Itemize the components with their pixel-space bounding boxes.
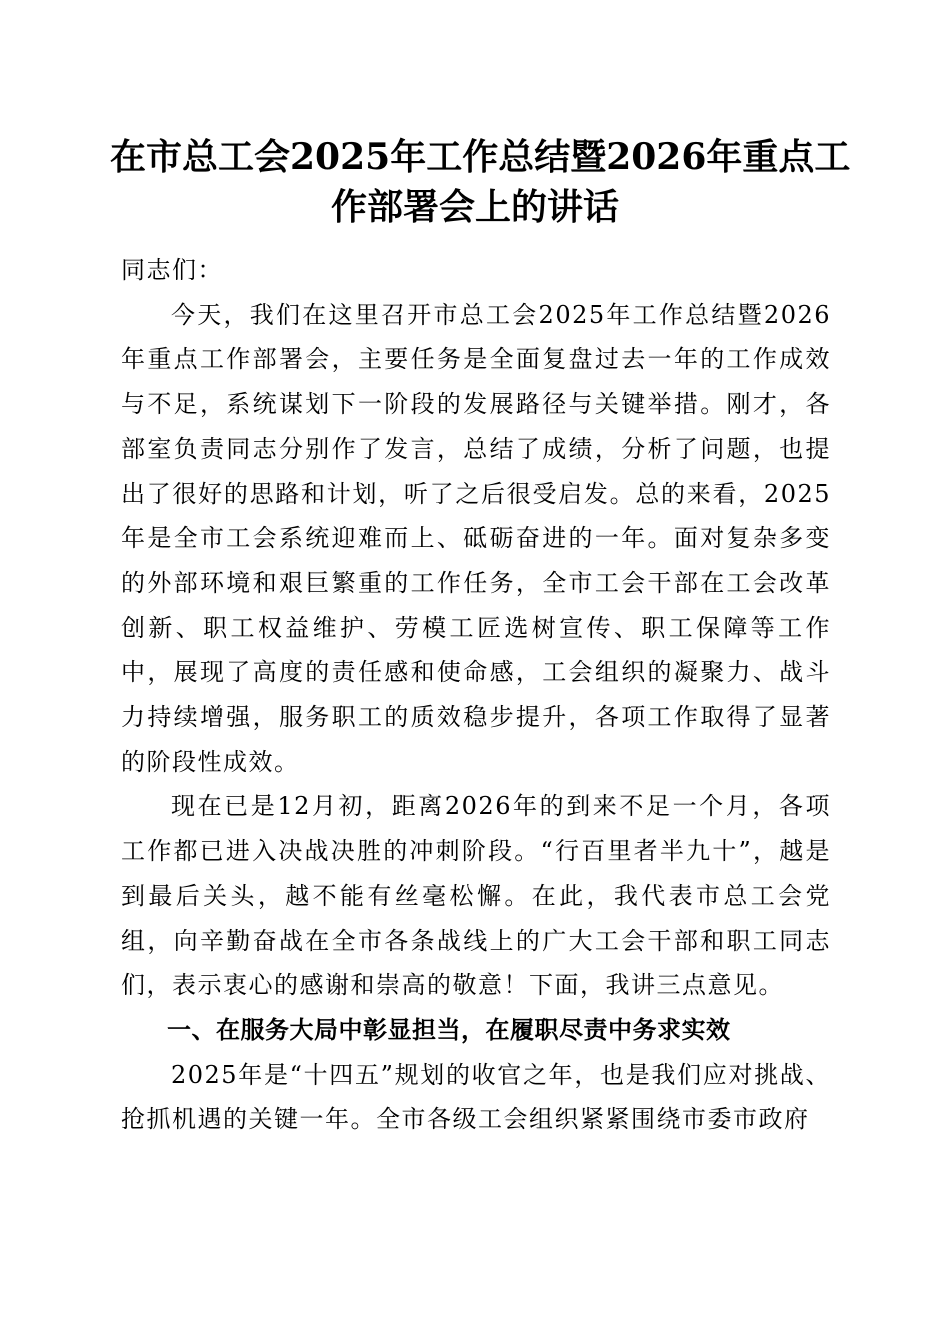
salutation: 同志们： — [121, 256, 223, 284]
paragraph-opening: 今天，我们在这里召开市总工会2025年工作总结暨2026年重点工作部署会，主要任务是全面复盘过去一年的工作成效与不足，系统谋划下一阶段的发展路径与关键举措。刚才，各部室负责同志分别作了发言，总结了成绩，分析了问题，也提出了很好的思路和计划，听了之后很受启发。总的来看，2025年是全市工会系统迎难而上、砥砺奋进的一年。面对复杂多变的外部环境和艰巨繁重的工作任务，全市工会干部在工会改革创新、职工权益维护、劳模工匠选树宣传、职工保障等工作中，展现了高度的责任感和使命感，工会组织的凝聚力、战斗力持续增强，服务职工的质效稳步提升，各项工作取得了显著的阶段性成效。 — [121, 300, 831, 776]
title-line-2: 作部署会上的讲话 — [330, 186, 619, 228]
document-body — [121, 248, 831, 1142]
paragraph-thanks: 现在已是12月初，距离2026年的到来不足一个月，各项工作都已进入决战决胜的冲刺阶段。“行百里者半九十”，越是到最后关头，越不能有丝毫松懈。在此，我代表市总工会党组，向辛勤奋战在全市各条战线上的广大工会干部和职工同志们，表示衷心的感谢和崇高的敬意！下面，我讲三点意见。 — [121, 792, 831, 1000]
section-heading: 一、在服务大局中彰显担当，在履职尽责中务求实效 — [167, 1015, 731, 1044]
title-line-1: 在市总工会2025年工作总结暨2026年重点工 — [110, 136, 851, 178]
paragraph-section-1: 2025年是“十四五”规划的收官之年，也是我们应对挑战、抢抓机遇的关键一年。全市各级工会组织紧紧围绕市委市政府 — [121, 1060, 831, 1134]
document-title — [110, 132, 851, 232]
